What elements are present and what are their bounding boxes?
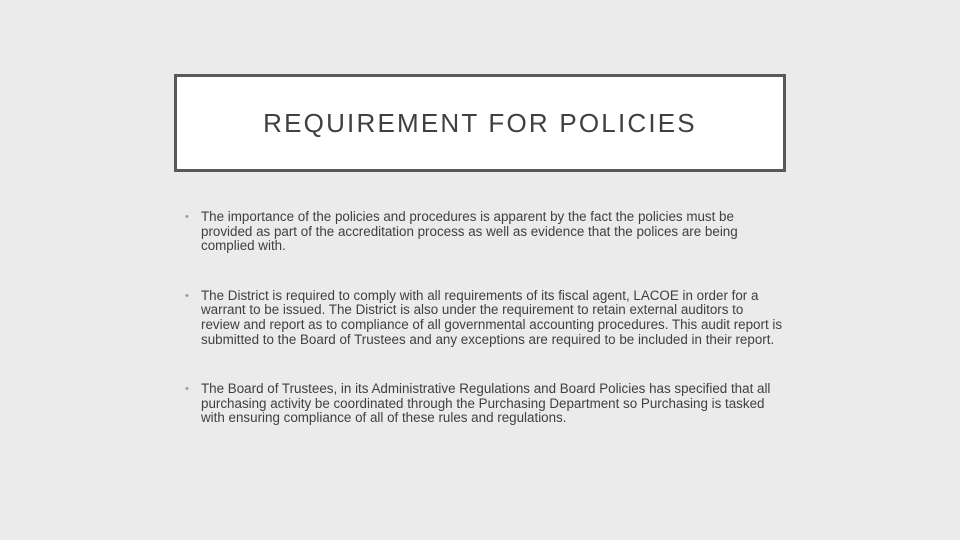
bullet-list [185,210,785,426]
slide-title: REQUIREMENT FOR POLICIES [263,107,697,138]
title-box [174,74,786,172]
bullet-dot-icon: • [185,211,189,223]
bullet-item-2 [185,289,785,347]
bullet-text-2: The District is required to comply with all requirements of its fiscal agent, LACOE in order for a warrant to be issued. The District is also under the requirement to retain external auditors to review and report as to compliance of all governmental accounting procedures. This audit report is submitted to the Board of Trustees and any exceptions are required to be included in their report. [201,287,783,347]
bullet-dot-icon: • [185,289,189,302]
bullet-dot-icon: • [185,383,189,396]
bullet-text-1: The importance of the policies and procedures is apparent by the fact the policies must be provided as part of the accreditation process as well as evidence that the polices are being complied with. [201,209,738,254]
bullet-item-1 [185,210,785,254]
bullet-text-3: The Board of Trustees, in its Administrative Regulations and Board Policies has specified that all purchasing activity be coordinated through the Purchasing Department so Purchasing is tasked with ensuring compliance of all of these rules and regulations. [201,381,771,426]
bullet-item-3 [185,382,785,426]
